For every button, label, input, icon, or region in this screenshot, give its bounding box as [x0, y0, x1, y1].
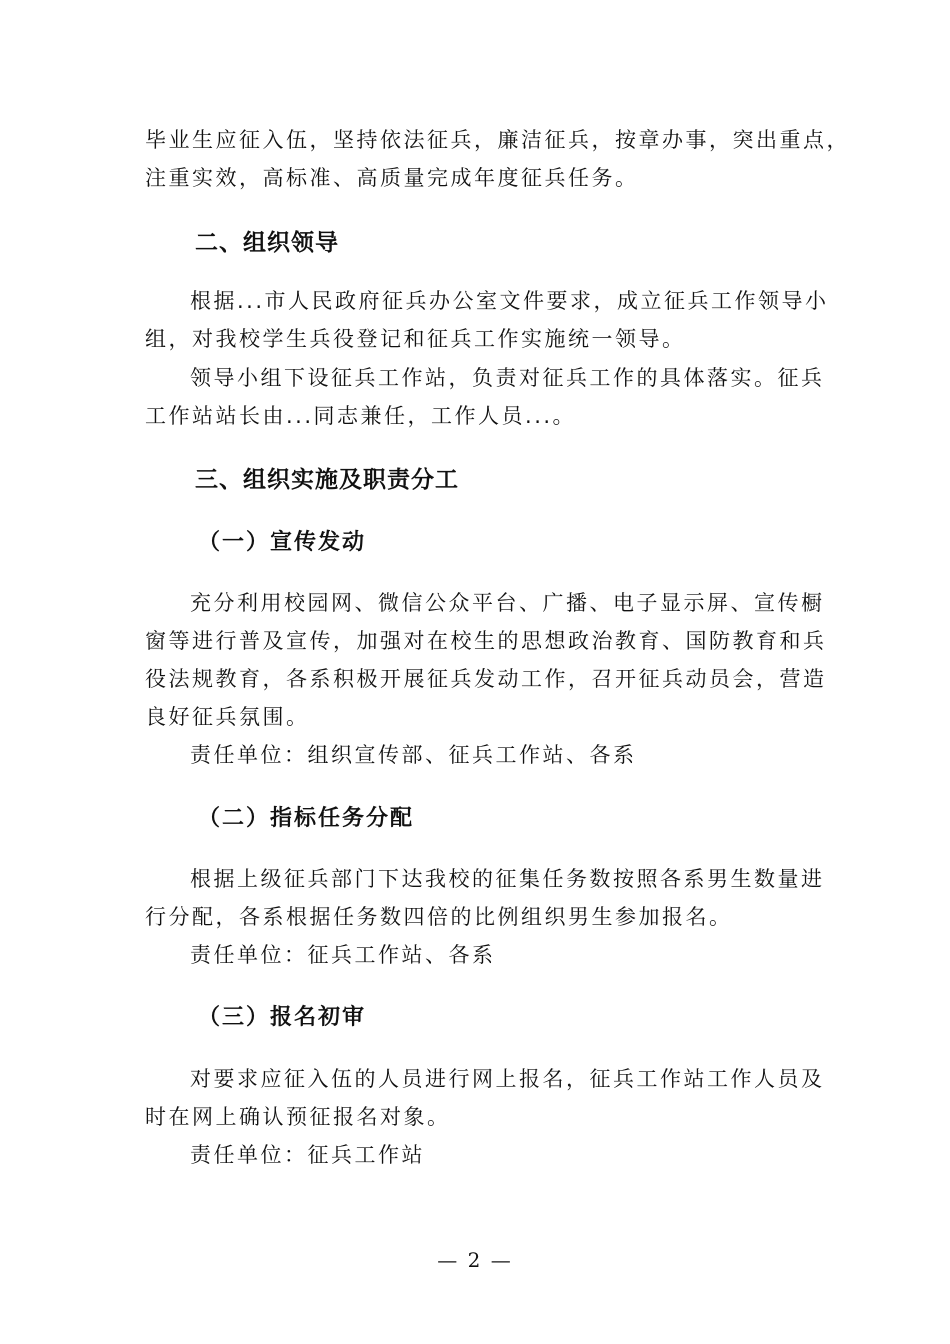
intro-line-1: 毕业生应征入伍，坚持依法征兵，廉洁征兵，按章办事，突出重点， — [145, 128, 850, 152]
publicity-para-line-4: 良好征兵氛围。 — [145, 705, 310, 729]
org-para1-line-1: 根据...市人民政府征兵办公室文件要求，成立征兵工作领导小 — [190, 289, 829, 313]
publicity-para-line-2: 窗等进行普及宣传，加强对在校生的思想政治教育、国防教育和兵 — [145, 629, 827, 653]
intro-line-2: 注重实效，高标准、高质量完成年度征兵任务。 — [145, 166, 639, 190]
page-number: — 2 — — [437, 1248, 513, 1272]
registration-para-line-1: 对要求应征入伍的人员进行网上报名，征兵工作站工作人员及 — [190, 1067, 825, 1091]
section-heading-implementation: 三、组织实施及职责分工 — [195, 467, 459, 493]
org-para2-line-2: 工作站站长由...同志兼任，工作人员...。 — [145, 404, 577, 428]
registration-para-line-2: 时在网上确认预征报名对象。 — [145, 1105, 451, 1129]
quota-para-line-2: 行分配，各系根据任务数四倍的比例组织男生参加报名。 — [145, 905, 733, 929]
quota-responsibility: 责任单位：征兵工作站、各系 — [190, 943, 496, 967]
subheading-quota-allocation: （二）指标任务分配 — [198, 806, 415, 831]
org-para2-line-1: 领导小组下设征兵工作站，负责对征兵工作的具体落实。征兵 — [190, 366, 825, 390]
publicity-para-line-3: 役法规教育，各系积极开展征兵发动工作，召开征兵动员会，营造 — [145, 667, 827, 691]
quota-para-line-1: 根据上级征兵部门下达我校的征集任务数按照各系男生数量进 — [190, 867, 825, 891]
org-para1-line-2: 组，对我校学生兵役登记和征兵工作实施统一领导。 — [145, 327, 686, 351]
publicity-para-line-1: 充分利用校园网、微信公众平台、广播、电子显示屏、宣传橱 — [190, 591, 825, 615]
registration-responsibility: 责任单位：征兵工作站 — [190, 1143, 425, 1167]
subheading-registration-review: （三）报名初审 — [198, 1005, 367, 1030]
subheading-publicity: （一）宣传发动 — [198, 530, 367, 555]
section-heading-organization: 二、组织领导 — [195, 230, 339, 256]
publicity-responsibility: 责任单位：组织宣传部、征兵工作站、各系 — [190, 743, 637, 767]
